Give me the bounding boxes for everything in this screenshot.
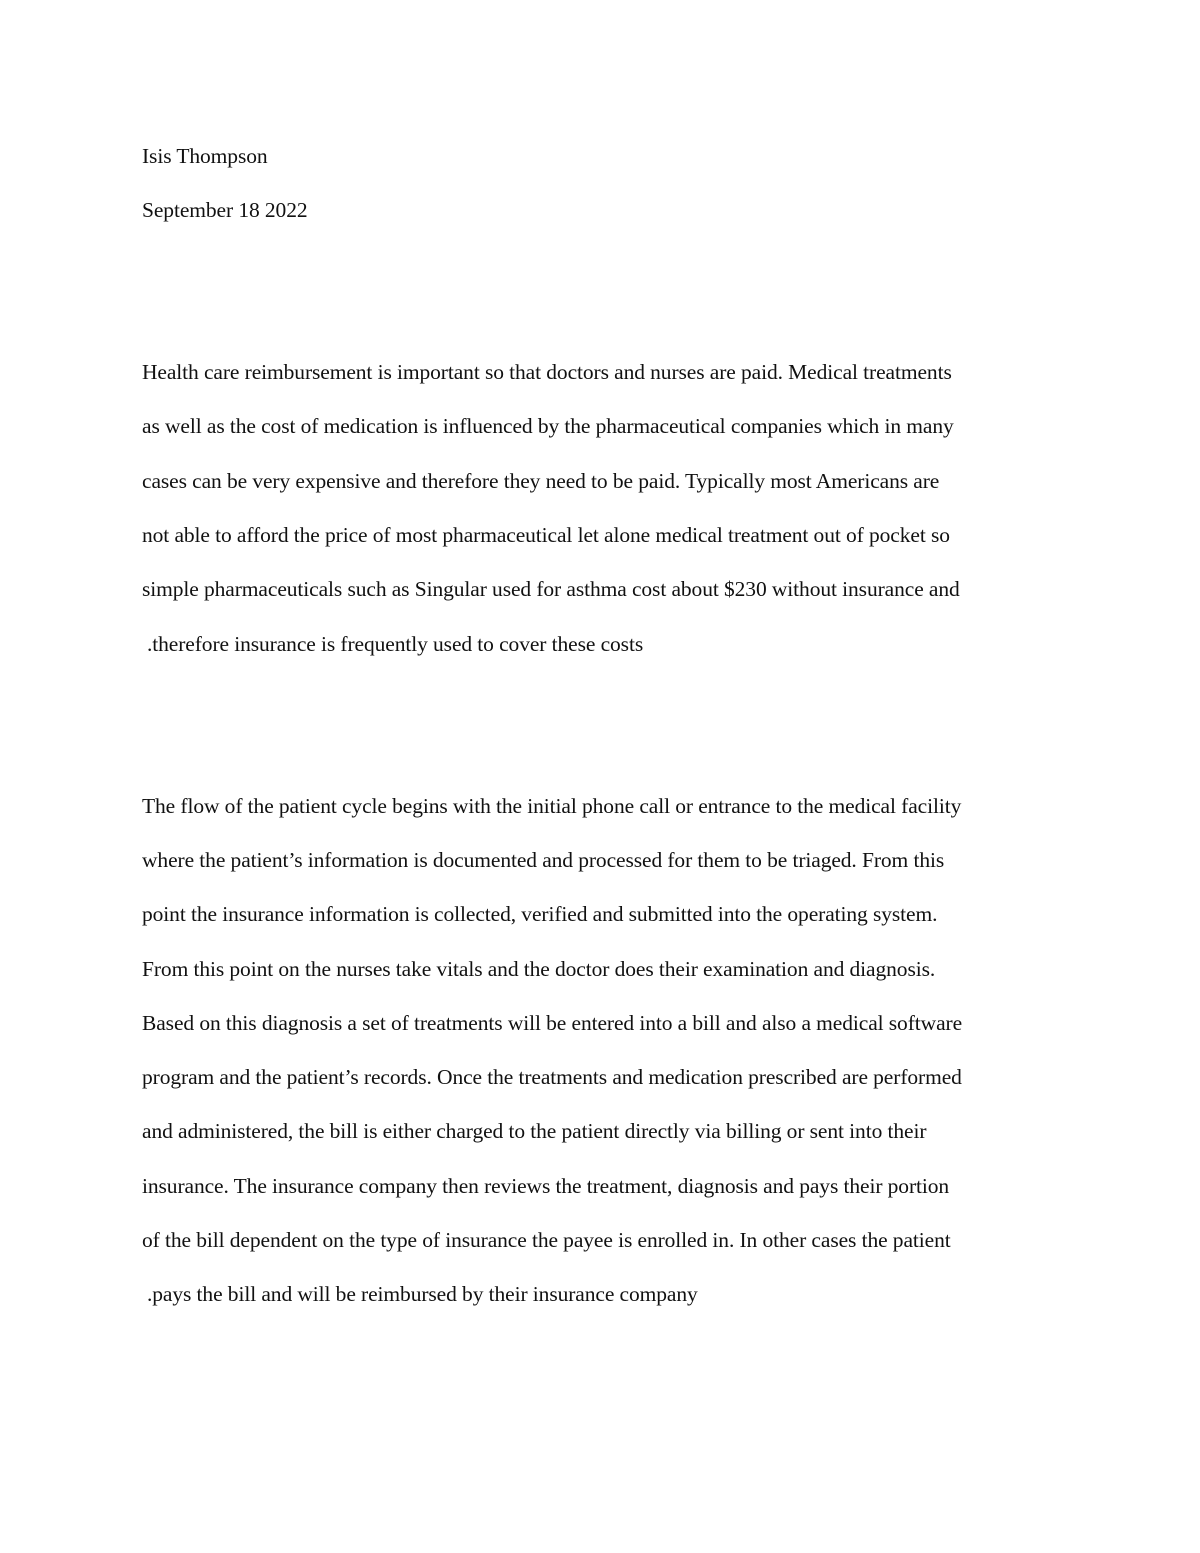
paragraph-line: .therefore insurance is frequently used to cover these costs: [147, 632, 644, 656]
paragraph-line: cases can be very expensive and therefore they need to be paid. Typically most Americans are: [142, 469, 940, 493]
paragraph-line: of the bill dependent on the type of insurance the payee is enrolled in. In other cases the patient: [142, 1228, 951, 1252]
paragraph-line: where the patient’s information is documented and processed for them to be triaged. From this: [142, 848, 945, 872]
paragraph-line: program and the patient’s records. Once the treatments and medication prescribed are performed: [142, 1065, 962, 1089]
paragraph-line: Health care reimbursement is important so that doctors and nurses are paid. Medical treatments: [142, 360, 952, 384]
author-name: Isis Thompson: [142, 144, 268, 168]
paragraph-line: and administered, the bill is either charged to the patient directly via billing or sent into their: [142, 1119, 927, 1143]
paragraph-line: not able to afford the price of most pharmaceutical let alone medical treatment out of pocket so: [142, 523, 950, 547]
paragraph-line: .pays the bill and will be reimbursed by their insurance company: [147, 1282, 698, 1306]
paragraph-line: as well as the cost of medication is influenced by the pharmaceutical companies which in many: [142, 414, 954, 438]
paragraph-line: From this point on the nurses take vitals and the doctor does their examination and diagnosis.: [142, 957, 936, 981]
paragraph-line: insurance. The insurance company then reviews the treatment, diagnosis and pays their portion: [142, 1174, 950, 1198]
paragraph-line: Based on this diagnosis a set of treatments will be entered into a bill and also a medical software: [142, 1011, 963, 1035]
paragraph-line: The flow of the patient cycle begins with the initial phone call or entrance to the medical facility: [142, 794, 962, 818]
paragraph-line: simple pharmaceuticals such as Singular used for asthma cost about $230 without insurance and: [142, 577, 960, 601]
document-date: September 18 2022: [142, 198, 308, 222]
paragraph-line: point the insurance information is collected, verified and submitted into the operating system.: [142, 902, 938, 926]
